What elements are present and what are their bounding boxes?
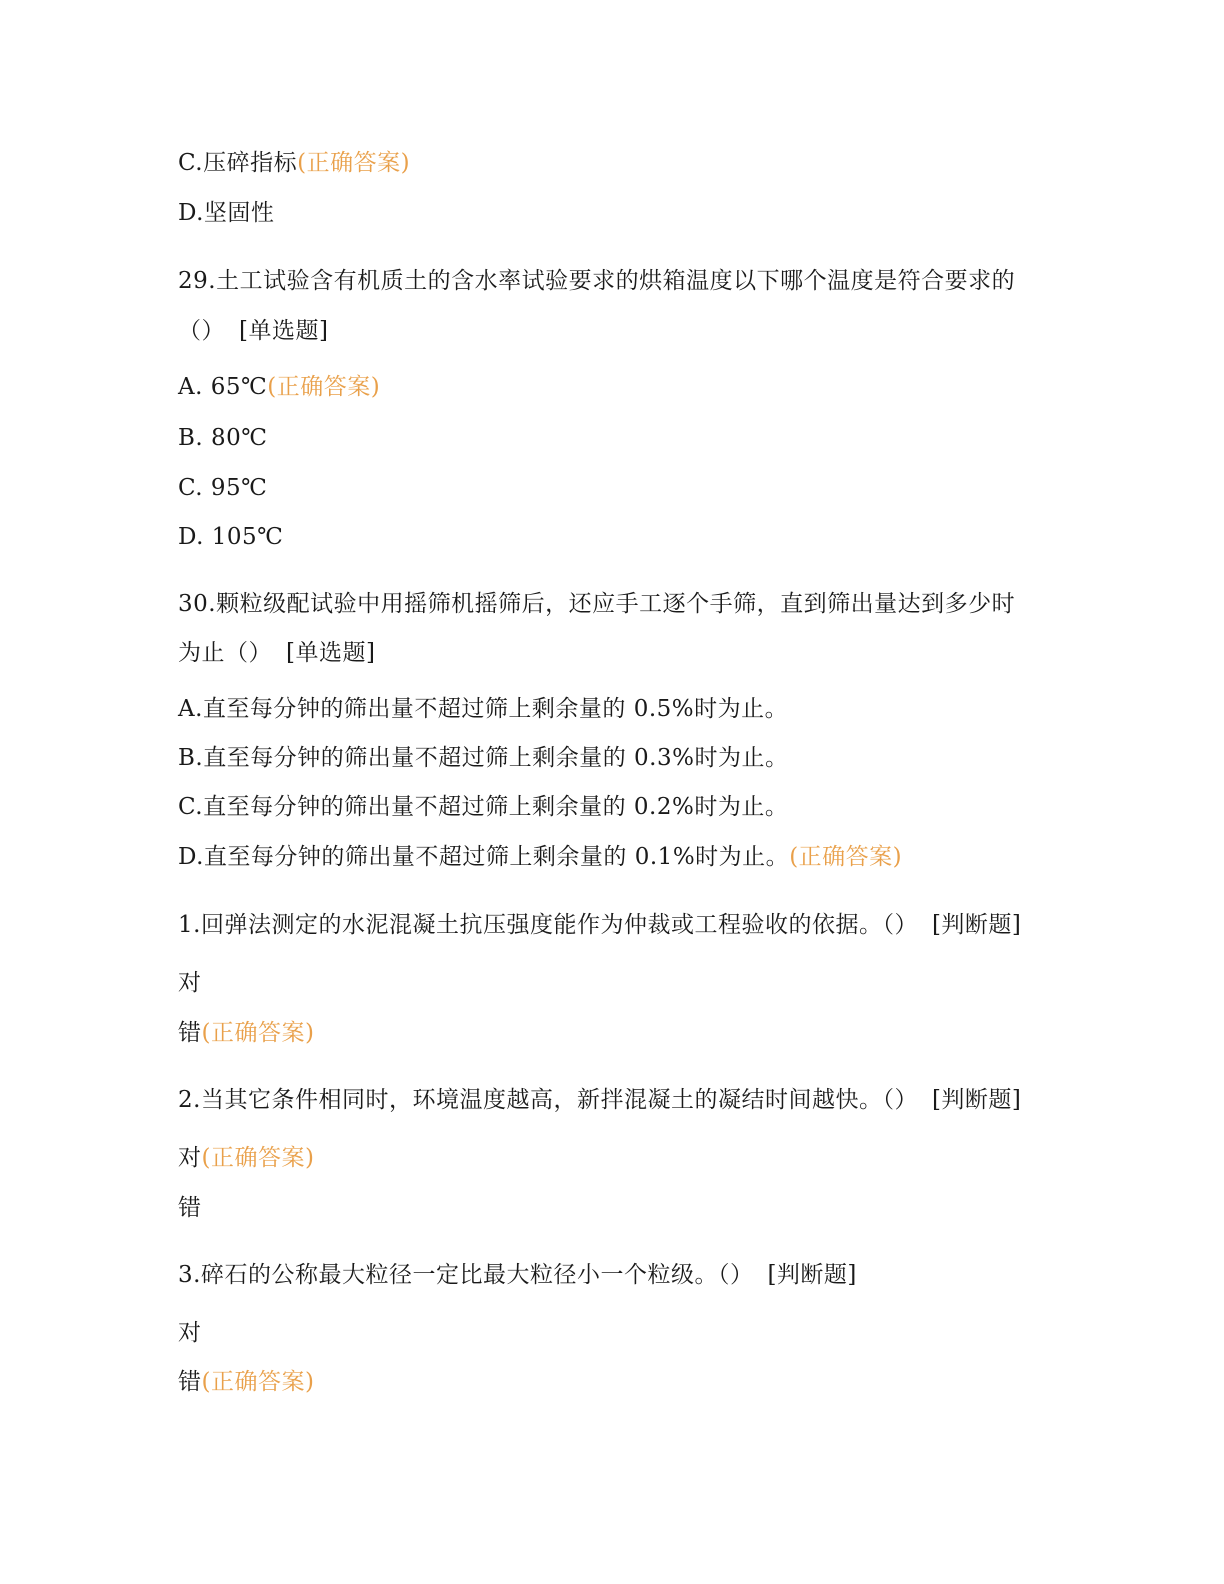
tf2-stem (178, 1085, 1021, 1115)
correct-answer-marker: (正确答案) (201, 1020, 315, 1046)
tf3-option-true (178, 1318, 202, 1348)
question-type-tag: [单选题] (286, 640, 376, 666)
question-text: 为止（） (178, 640, 272, 666)
question-type-tag: [判断题] (931, 912, 1022, 938)
option-text: C. 95℃ (178, 475, 268, 501)
option-text: 错 (178, 1195, 202, 1221)
q29-stem-cont (178, 316, 328, 346)
option-text: D. 105℃ (178, 524, 284, 550)
tf3-option-false (178, 1367, 314, 1397)
question-text: 29.土工试验含有机质土的含水率试验要求的烘箱温度以下哪个温度是符合要求的 (178, 268, 1016, 294)
option-text: C.压碎指标 (178, 150, 298, 176)
q30-option-a (178, 694, 788, 724)
q29-stem (178, 266, 1015, 296)
option-text: B.直至每分钟的筛出量不超过筛上剩余量的 0.3%时为止。 (178, 745, 789, 771)
tf1-option-false (178, 1018, 314, 1048)
question-type-tag: [判断题] (767, 1262, 857, 1288)
question-text: 2.当其它条件相同时，环境温度越高，新拌混凝土的凝结时间越快。（） (178, 1087, 918, 1113)
correct-answer-marker: (正确答案) (201, 1369, 315, 1395)
q28-option-c (178, 148, 410, 178)
tf2-option-false (178, 1193, 202, 1223)
question-text: （） (178, 318, 225, 344)
tf1-stem (178, 910, 1021, 940)
question-text: 30.颗粒级配试验中用摇筛机摇筛后，还应手工逐个手筛，直到筛出量达到多少时 (178, 591, 1016, 617)
option-text: D.坚固性 (178, 200, 275, 226)
option-text: D.直至每分钟的筛出量不超过筛上剩余量的 0.1%时为止。 (178, 844, 790, 870)
option-text: 对 (178, 1145, 202, 1171)
option-text: B. 80℃ (178, 425, 268, 451)
option-text: 对 (178, 1320, 202, 1346)
q29-option-c (178, 473, 267, 503)
option-text: 错 (178, 1369, 202, 1395)
q29-option-b (178, 423, 268, 453)
option-text: C.直至每分钟的筛出量不超过筛上剩余量的 0.2%时为止。 (178, 794, 789, 820)
correct-answer-marker: (正确答案) (267, 374, 381, 400)
option-text: 错 (178, 1020, 202, 1046)
question-text: 1.回弹法测定的水泥混凝土抗压强度能作为仲裁或工程验收的依据。（） (178, 912, 918, 938)
tf3-stem (178, 1260, 857, 1290)
q30-option-b (178, 743, 788, 773)
tf1-option-true (178, 968, 202, 998)
q30-stem-cont (178, 638, 375, 668)
correct-answer-marker: (正确答案) (789, 844, 903, 870)
correct-answer-marker: (正确答案) (297, 150, 411, 176)
option-text: A. 65℃ (178, 374, 268, 400)
q29-option-a (178, 372, 380, 402)
option-text: A.直至每分钟的筛出量不超过筛上剩余量的 0.5%时为止。 (178, 696, 789, 722)
question-text: 3.碎石的公称最大粒径一定比最大粒径小一个粒级。（） (178, 1262, 754, 1288)
tf2-option-true (178, 1143, 314, 1173)
correct-answer-marker: (正确答案) (201, 1145, 315, 1171)
question-type-tag: [判断题] (931, 1087, 1022, 1113)
q28-option-d (178, 198, 274, 228)
q30-option-c (178, 792, 788, 822)
option-text: 对 (178, 970, 202, 996)
question-type-tag: [单选题] (239, 318, 329, 344)
q30-option-d (178, 842, 902, 872)
q29-option-d (178, 522, 283, 552)
q30-stem (178, 589, 1015, 619)
